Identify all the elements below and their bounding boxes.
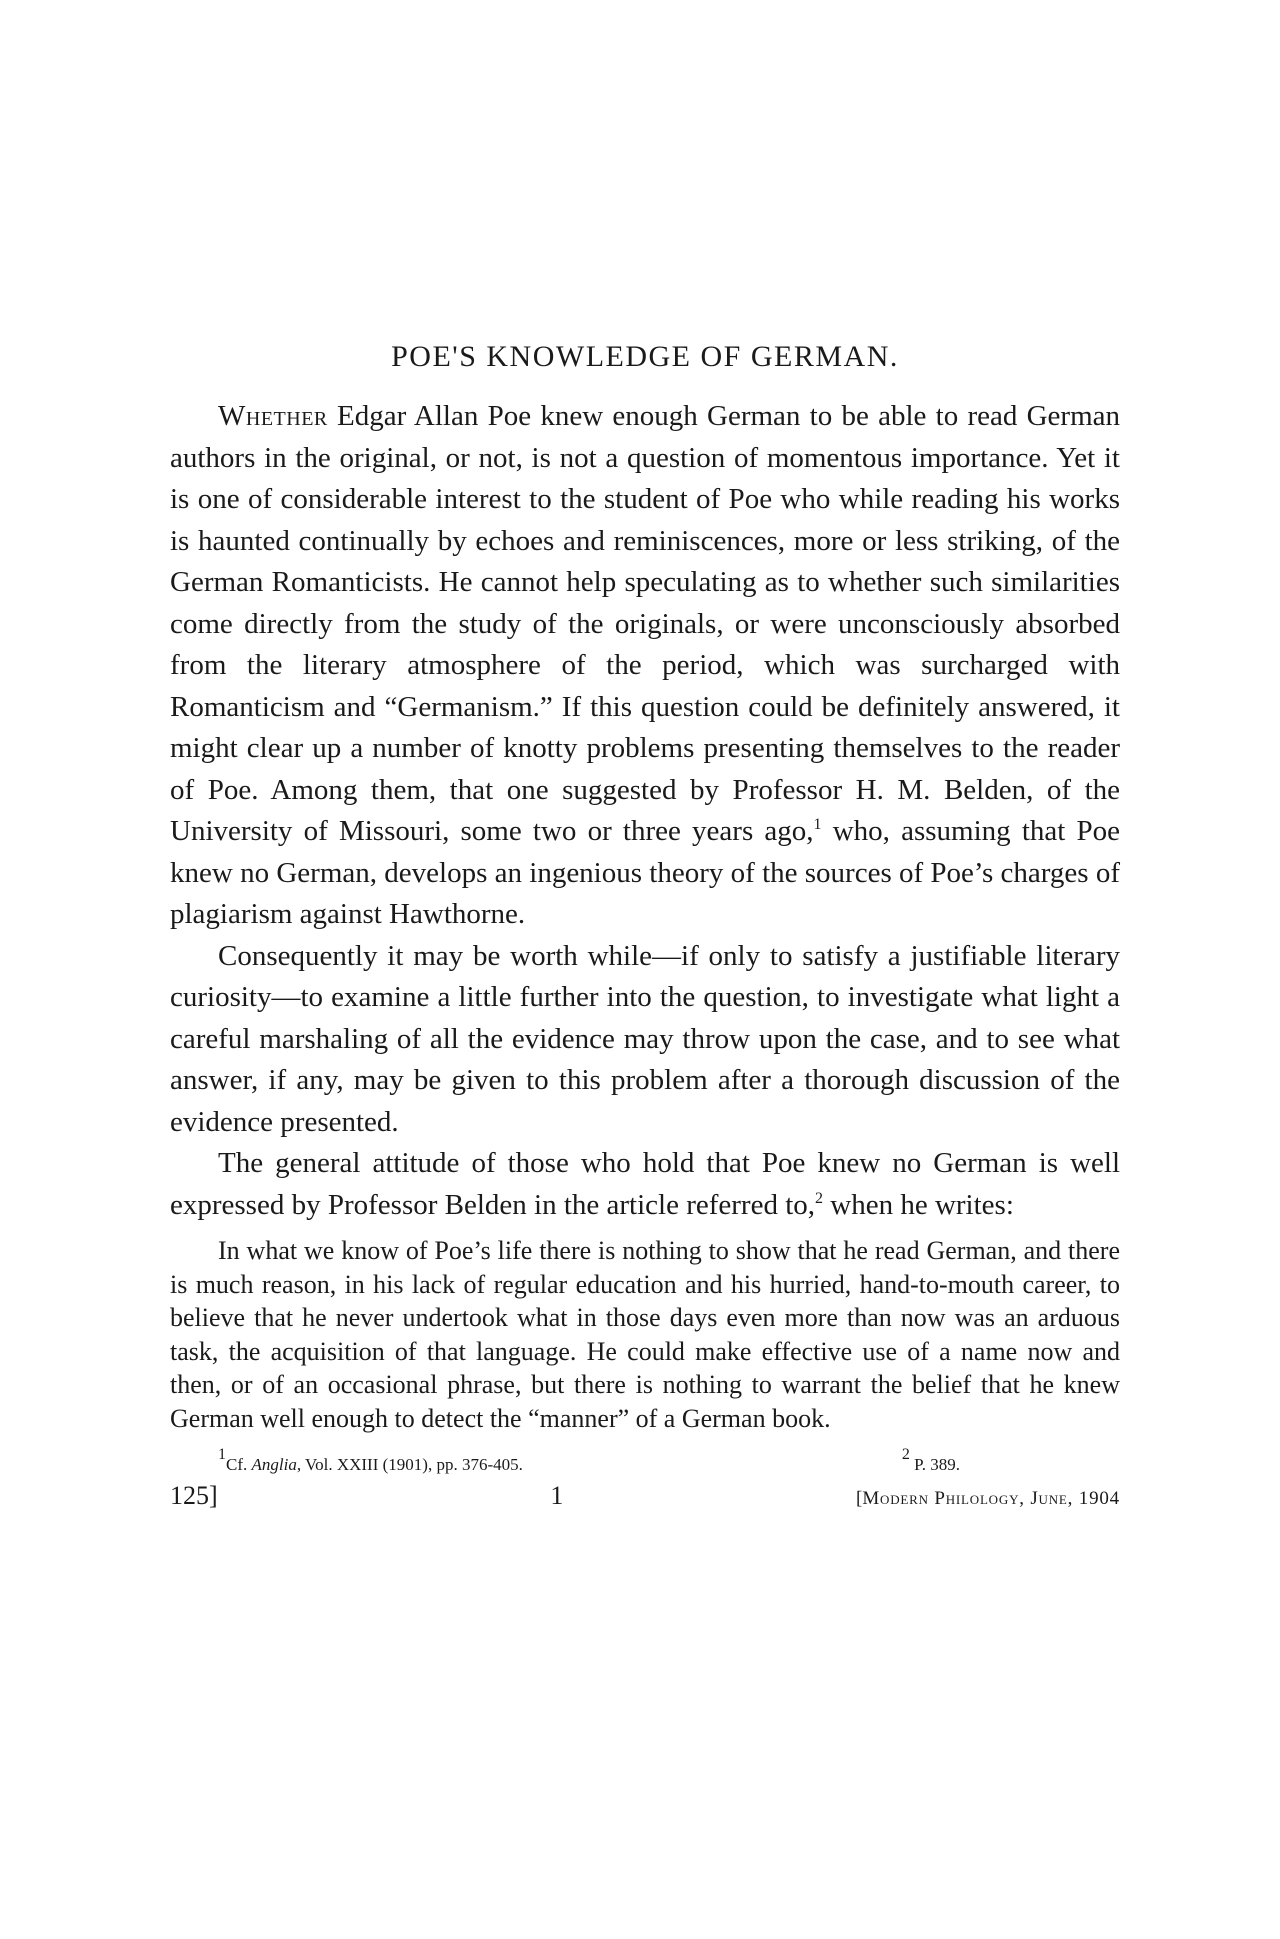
paragraph-2: Consequently it may be worth while—if only to satisfy a justifiable literary curiosity—to examine a little further into the question, to investigate what light a careful marshaling of all the evidence may throw upon the case, and to see what answer, if any, may be given to this problem after a thorough discussion of the evidence presented. bbox=[170, 939, 1120, 1138]
footnote-2 bbox=[901, 1446, 960, 1475]
page-number-original: 125] bbox=[170, 1481, 218, 1510]
paragraph-3 bbox=[170, 1143, 1120, 1226]
paragraph-1 bbox=[170, 396, 1120, 936]
page-footer bbox=[170, 1481, 1120, 1511]
paragraph-1-text: Edgar Allan Poe knew enough German to be able to read German authors in the original, or not, is not a question of momentous importance. Yet it is one of considerable interest to the student of Poe who while reading his works is haunted continually by echoes and reminiscences, more or less striking, of the German Romanticists. He cannot help speculating as to whether such similarities come directly from the study of the originals, or were unconsciously absorbed from the literary atmosphere of the period, which was surcharged with Romanticism and “Germanism.” If this question could be definitely answered, it might clear up a number of knotty problems presenting themselves to the reader of Poe. Among them, that one suggested by Professor H. M. Belden, of the University of Missouri, some two or three years ago, bbox=[170, 400, 1120, 847]
footnote-1-suffix: , Vol. XXIII (1901), pp. 376-405. bbox=[296, 1455, 523, 1474]
block-quote: In what we know of Poe’s life there is nothing to show that he read German, and there is much reason, in his lack of regular education and his hurried, hand-to-mouth career, to believe that he never undertook what in those days even more than now was an arduous task, the acquisition of that language. He could make effective use of a name now and then, or of an occasional phrase, but there is nothing to warrant the belief that he knew German well enough to detect the “manner” of a German book. bbox=[170, 1236, 1120, 1433]
footnote-1-journal: Anglia bbox=[251, 1455, 297, 1474]
page-number: 1 bbox=[550, 1481, 564, 1510]
footnote-1 bbox=[218, 1446, 523, 1475]
footnote-2-mark: 2 bbox=[901, 1446, 910, 1463]
footnote-mark-2: 2 bbox=[815, 1189, 824, 1207]
footnote-1-prefix: Cf. bbox=[226, 1455, 252, 1474]
footnote-2-text: P. 389. bbox=[914, 1455, 960, 1474]
footnote-1-mark: 1 bbox=[218, 1446, 226, 1463]
paragraph-lead-word: Whether bbox=[218, 400, 328, 432]
journal-date: , June, 1904 bbox=[1019, 1488, 1120, 1509]
footnote-mark-1: 1 bbox=[813, 816, 822, 833]
article-title: POE'S KNOWLEDGE OF GERMAN. bbox=[391, 340, 899, 373]
footnotes bbox=[170, 1446, 1120, 1475]
article-page bbox=[170, 340, 1120, 1511]
journal-citation bbox=[856, 1488, 1120, 1510]
paragraph-3-text: The general attitude of those who hold that Poe knew no German is well expressed by Professor Belden in the article referred to, bbox=[170, 1147, 1120, 1221]
journal-bracket: [ bbox=[855, 1488, 863, 1509]
journal-name: Modern Philology bbox=[862, 1488, 1020, 1509]
paragraph-1-text-continued: who, assuming that Poe knew no German, develops an ingenious theory of the sources of Poe’s charges of plagiarism against Hawthorne. bbox=[170, 815, 1120, 930]
paragraph-3-text-continued: when he writes: bbox=[823, 1188, 1014, 1221]
